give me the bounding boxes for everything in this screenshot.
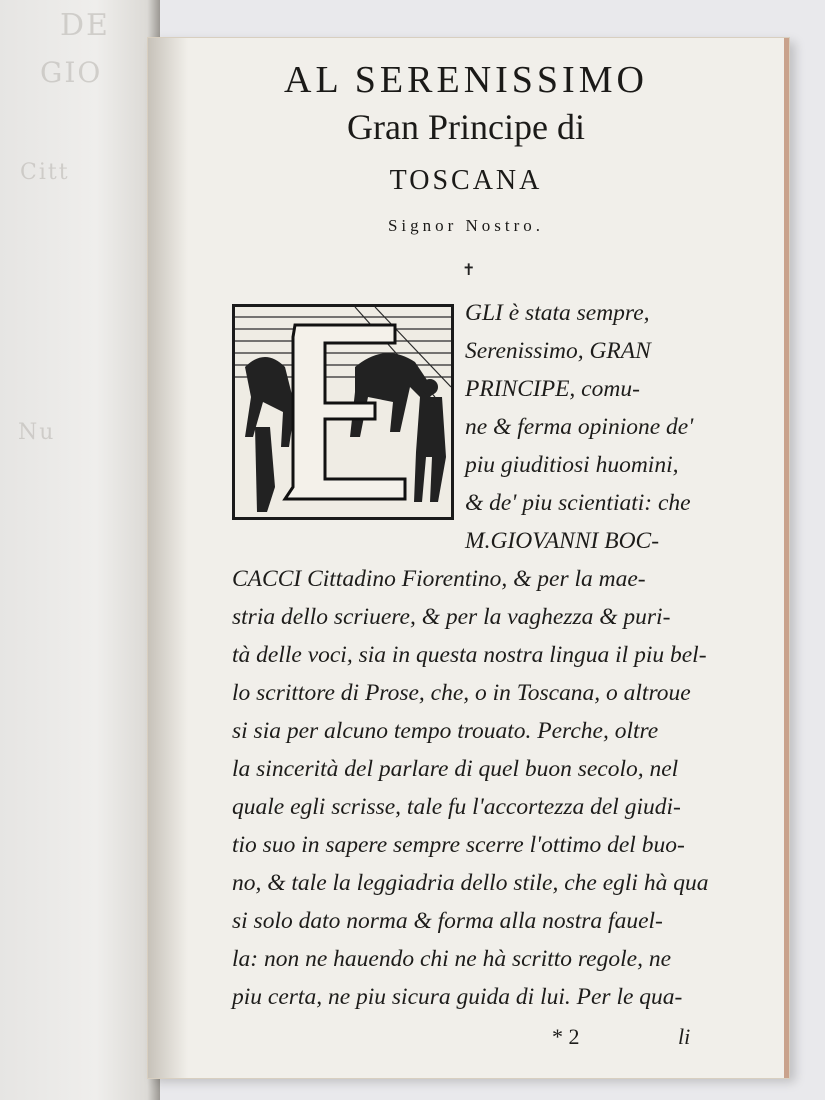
text-line: si solo dato norma & forma alla nostra fauel- xyxy=(232,908,663,934)
heading-line-4: Signor Nostro. xyxy=(387,216,545,235)
text-line: piu giuditiosi huomini, xyxy=(465,452,679,478)
facing-page-text: Citt xyxy=(20,160,70,185)
text-line: lo scrittore di Prose, che, o in Toscana, o altroue xyxy=(232,680,691,706)
cross-ornament-icon: ✝ xyxy=(462,260,476,279)
text-line: M.GIOVANNI BOC- xyxy=(465,528,660,554)
book-page xyxy=(148,38,789,1078)
text-line: Serenissimo, GRAN xyxy=(465,338,651,364)
facing-page-text: GIO xyxy=(40,56,103,89)
text-line: stria dello scriuere, & per la vaghezza & puri- xyxy=(232,604,671,630)
text-line: PRINCIPE, comu- xyxy=(465,376,640,402)
facing-page-text: Nu xyxy=(18,420,56,445)
heading-line-3: TOSCANA xyxy=(389,165,543,196)
facing-page xyxy=(0,0,160,1100)
signature-mark: * 2 xyxy=(552,1024,580,1049)
text-line: piu certa, ne piu sicura guida di lui. Per le qua- xyxy=(232,984,683,1010)
text-line: tio suo in sapere sempre scerre l'ottimo del buo- xyxy=(232,832,685,858)
facing-page-text: DE xyxy=(60,8,110,43)
heading-line-2: Gran Principe di xyxy=(347,107,585,147)
catchword: li xyxy=(678,1024,691,1049)
woodcut-initial xyxy=(232,304,454,520)
woodcut-illustration-icon xyxy=(235,307,451,517)
text-line: la sincerità del parlare di quel buon secolo, nel xyxy=(232,756,679,782)
text-line: no, & tale la leggiadria dello stile, che egli hà qua xyxy=(232,870,709,896)
text-line: quale egli scrisse, tale fu l'accortezza del giudi- xyxy=(232,794,681,820)
text-line: & de' piu scientiati: che xyxy=(465,490,691,516)
text-line: CACCI Cittadino Fiorentino, & per la mae- xyxy=(232,566,646,592)
text-line: tà delle voci, sia in questa nostra lingua il piu bel- xyxy=(232,642,707,668)
text-line: ne & ferma opinione de' xyxy=(465,414,694,440)
heading-line-1: AL SERENISSIMO xyxy=(284,59,648,101)
text-line: la: non ne hauendo chi ne hà scritto regole, ne xyxy=(232,946,672,972)
text-line: si sia per alcuno tempo trouato. Perche, oltre xyxy=(232,718,659,744)
text-line: GLI è stata sempre, xyxy=(465,300,650,326)
